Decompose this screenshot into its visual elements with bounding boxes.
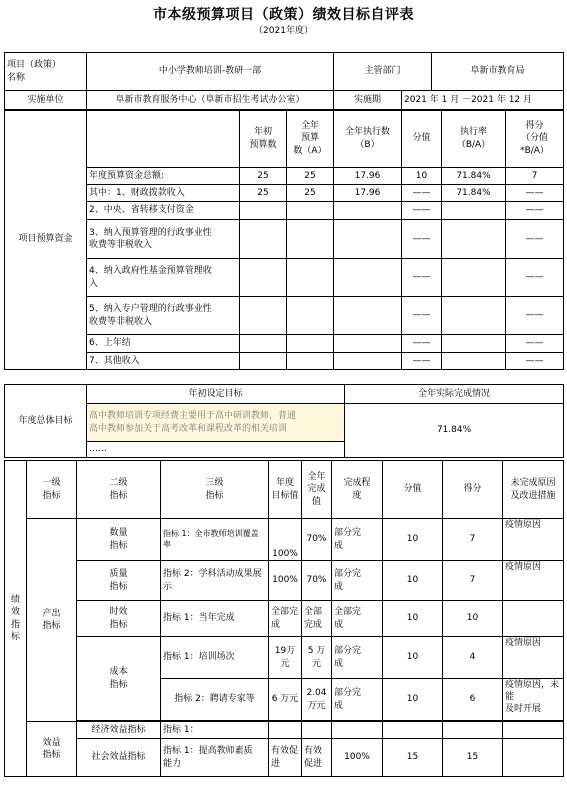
perf-weight-quality: 10 <box>383 561 443 601</box>
budget-row-rate: 71.84% <box>442 168 506 185</box>
perf-reason-cost2: 疫情原因，未能 及时开展 <box>503 679 564 721</box>
budget-row-weight: —— <box>402 220 442 259</box>
goals-initial-extra: …… <box>87 442 345 458</box>
budget-row-weight: —— <box>402 185 442 202</box>
budget-row <box>5 168 564 185</box>
dept-value: 阜新市教育局 <box>432 53 564 91</box>
perf-col-actual: 全年 完成 值 <box>302 461 332 519</box>
perf-target-timeliness: 全部完 成 <box>269 601 302 637</box>
budget-row-annual <box>287 202 334 220</box>
budget-row-label: 6、上年结 <box>87 335 240 353</box>
perf-l3-quality: 指标 2：学科活动成果展示 <box>161 561 269 601</box>
perf-degree-economic <box>332 722 383 739</box>
perf-weight-cost2: 10 <box>383 679 443 721</box>
period-label: 实施期 <box>334 91 402 111</box>
budget-row-score: —— <box>506 202 564 220</box>
budget-row-score: —— <box>506 185 564 202</box>
perf-target-cost1: 19万元 <box>269 637 302 679</box>
goals-initial-text: 高中教师培训专项经费主要用于高中研训教师，普通 高中教师参加关于高考改革和课程改革的相关培训 <box>87 404 345 442</box>
perf-l3-economic: 指标 1： <box>161 722 269 739</box>
budget-row-score: —— <box>506 297 564 335</box>
budget-row-executed <box>334 297 402 335</box>
perf-degree-quantity: 部分完 成 <box>332 519 383 561</box>
perf-col-level2: 二级 指标 <box>77 461 161 519</box>
budget-row-weight: —— <box>402 202 442 220</box>
budget-header-blank <box>87 110 240 168</box>
budget-section-label: 项目预算资金 <box>5 110 87 370</box>
budget-row-annual <box>287 259 334 297</box>
perf-output-label: 产出 指标 <box>27 519 77 722</box>
perf-score-timeliness: 10 <box>443 601 503 637</box>
perf-l3-quantity: 指标 1：全市教师培训覆盖率 <box>161 519 269 561</box>
budget-row-initial <box>240 259 287 297</box>
budget-row-label: 3、纳入预算管理的行政事业性 收费等非税收入 <box>87 220 240 259</box>
perf-benefit-label: 效益 指标 <box>27 722 77 777</box>
perf-col-level3: 三级 指标 <box>161 461 269 519</box>
budget-col-annual: 全年 预算 数（A） <box>287 110 334 168</box>
perf-actual-cost2: 2.04 万元 <box>302 679 332 721</box>
perf-side-label: 绩 效 指 标 <box>5 461 27 777</box>
budget-row-initial: 25 <box>240 185 287 202</box>
perf-score-quality: 7 <box>443 561 503 601</box>
budget-row-executed <box>334 259 402 297</box>
budget-row-score: —— <box>506 259 564 297</box>
perf-weight-economic <box>383 722 443 739</box>
unit-label: 实施单位 <box>5 91 87 111</box>
perf-l2-quantity: 数量 指标 <box>77 519 161 561</box>
budget-row-label: 4、纳入政府性基金预算管理收 入 <box>87 259 240 297</box>
perf-col-score: 得分 <box>443 461 503 519</box>
budget-row-annual <box>287 297 334 335</box>
perf-reason-social <box>503 739 564 777</box>
perf-actual-social: 有效 促进 <box>302 739 332 777</box>
perf-actual-economic <box>302 722 332 739</box>
budget-row <box>5 259 564 297</box>
perf-col-target: 年度 目标值 <box>269 461 302 519</box>
budget-row-score: 7 <box>506 168 564 185</box>
performance-table <box>4 460 564 777</box>
project-name-label: 项目（政策） 名称 <box>5 53 87 91</box>
perf-col-level1: 一级 指标 <box>27 461 77 519</box>
budget-row-initial <box>240 297 287 335</box>
perf-l2-quality: 质量 指标 <box>77 561 161 601</box>
perf-weight-quantity: 10 <box>383 519 443 561</box>
budget-row-executed <box>334 353 402 370</box>
budget-row-rate <box>442 353 506 370</box>
perf-weight-timeliness: 10 <box>383 601 443 637</box>
goals-table <box>4 384 564 458</box>
budget-row-weight: 10 <box>402 168 442 185</box>
budget-row-score: —— <box>506 220 564 259</box>
perf-reason-quality: 疫情原因 <box>503 561 564 601</box>
perf-target-cost2: 6 万元 <box>269 679 302 721</box>
perf-l2-cost: 成本 指标 <box>77 637 161 721</box>
perf-degree-cost2: 部分完 成 <box>332 679 383 721</box>
perf-score-economic <box>443 722 503 739</box>
perf-degree-quality: 部分完 成 <box>332 561 383 601</box>
perf-reason-timeliness <box>503 601 564 637</box>
perf-degree-cost1: 部分完 成 <box>332 637 383 679</box>
period-value: 2021 年 1 月 －2021 年 12 月 <box>402 91 564 111</box>
perf-score-cost1: 4 <box>443 637 503 679</box>
goals-actual-header: 全年实际完成情况 <box>345 385 564 404</box>
budget-row <box>5 297 564 335</box>
perf-actual-quality: 70% <box>302 561 332 601</box>
budget-col-score: 得分 （分值 *B/A） <box>506 110 564 168</box>
perf-l2-social: 社会效益指标 <box>77 739 161 777</box>
budget-row-rate <box>442 335 506 353</box>
perf-col-weight: 分值 <box>383 461 443 519</box>
goals-actual-value: 71.84% <box>345 404 564 458</box>
budget-row <box>5 220 564 259</box>
budget-col-executed: 全年执行数 （B） <box>334 110 402 168</box>
unit-value: 阜新市教育服务中心（阜新市招生考试办公室） <box>87 91 334 111</box>
perf-score-social: 15 <box>443 739 503 777</box>
budget-row-initial <box>240 220 287 259</box>
budget-col-weight: 分值 <box>402 110 442 168</box>
budget-table <box>4 109 564 370</box>
budget-row-weight: —— <box>402 297 442 335</box>
budget-row-executed <box>334 220 402 259</box>
budget-row-rate: 71.84% <box>442 185 506 202</box>
budget-row-rate <box>442 202 506 220</box>
perf-target-quality: 100% <box>269 561 302 601</box>
perf-l3-social: 指标 1：提高教师素质 能力 <box>161 739 269 777</box>
budget-row-weight: —— <box>402 259 442 297</box>
perf-actual-quantity: 70% <box>302 519 332 561</box>
perf-l3-cost1: 指标 1：培训场次 <box>161 637 269 679</box>
budget-row-label: 年度预算资金总额: <box>87 168 240 185</box>
perf-l2-economic: 经济效益指标 <box>77 722 161 739</box>
budget-row-executed <box>334 202 402 220</box>
project-name-value: 中小学教师培训-教研一部 <box>87 53 334 91</box>
budget-row-initial <box>240 335 287 353</box>
budget-col-rate: 执行率 （B/A） <box>442 110 506 168</box>
perf-reason-cost1: 疫情原因 <box>503 637 564 679</box>
perf-reason-economic <box>503 722 564 739</box>
budget-row <box>5 202 564 220</box>
perf-col-degree: 完成程 度 <box>332 461 383 519</box>
budget-row-annual <box>287 220 334 259</box>
budget-row <box>5 185 564 202</box>
perf-weight-social: 15 <box>383 739 443 777</box>
budget-row-label: 2、中央、省转移支付资金 <box>87 202 240 220</box>
perf-score-quantity: 7 <box>443 519 503 561</box>
budget-row-weight: —— <box>402 335 442 353</box>
perf-degree-timeliness: 全部完 成 <box>332 601 383 637</box>
document-subtitle: （2021年度） <box>254 26 313 36</box>
budget-row-initial <box>240 202 287 220</box>
budget-row-annual: 25 <box>287 168 334 185</box>
budget-row-rate <box>442 297 506 335</box>
budget-col-initial: 年初 预算数 <box>240 110 287 168</box>
budget-row-executed: 17.96 <box>334 185 402 202</box>
perf-l3-cost2: 指标 2：聘请专家等 <box>161 679 269 721</box>
budget-row-initial: 25 <box>240 168 287 185</box>
perf-target-social: 有效促 进 <box>269 739 302 777</box>
budget-row-label: 5、纳入专户管理的行政事业性 收费等非税收入 <box>87 297 240 335</box>
document-title: 市本级预算项目（政策）绩效目标自评表 <box>153 7 414 23</box>
perf-target-economic <box>269 722 302 739</box>
budget-row-label: 其中：1、财政拨款收入 <box>87 185 240 202</box>
budget-row <box>5 353 564 370</box>
perf-actual-timeliness: 全部 完成 <box>302 601 332 637</box>
budget-row-executed: 17.96 <box>334 168 402 185</box>
budget-row-rate <box>442 259 506 297</box>
budget-row-label: 7、其他收入 <box>87 353 240 370</box>
budget-row-score: —— <box>506 335 564 353</box>
budget-row-initial <box>240 353 287 370</box>
budget-row-score: —— <box>506 353 564 370</box>
budget-row <box>5 335 564 353</box>
budget-row-annual <box>287 353 334 370</box>
header-table <box>4 52 564 111</box>
perf-weight-cost1: 10 <box>383 637 443 679</box>
goals-initial-header: 年初设定目标 <box>87 385 345 404</box>
perf-score-cost2: 6 <box>443 679 503 721</box>
perf-degree-social: 100% <box>332 739 383 777</box>
perf-col-reason: 未完成原因 及改进措施 <box>503 461 564 519</box>
dept-label: 主管部门 <box>334 53 432 91</box>
perf-l2-timeliness: 时效 指标 <box>77 601 161 637</box>
goals-section-label: 年度总体目标 <box>5 385 87 458</box>
perf-l3-timeliness: 指标 1：当年完成 <box>161 601 269 637</box>
perf-actual-cost1: 5 万 元 <box>302 637 332 679</box>
perf-target-quantity: 100% <box>269 519 302 561</box>
budget-row-annual <box>287 335 334 353</box>
budget-row-executed <box>334 335 402 353</box>
budget-row-rate <box>442 220 506 259</box>
budget-row-annual: 25 <box>287 185 334 202</box>
budget-row-weight: —— <box>402 353 442 370</box>
perf-reason-quantity: 疫情原因 <box>503 519 564 561</box>
